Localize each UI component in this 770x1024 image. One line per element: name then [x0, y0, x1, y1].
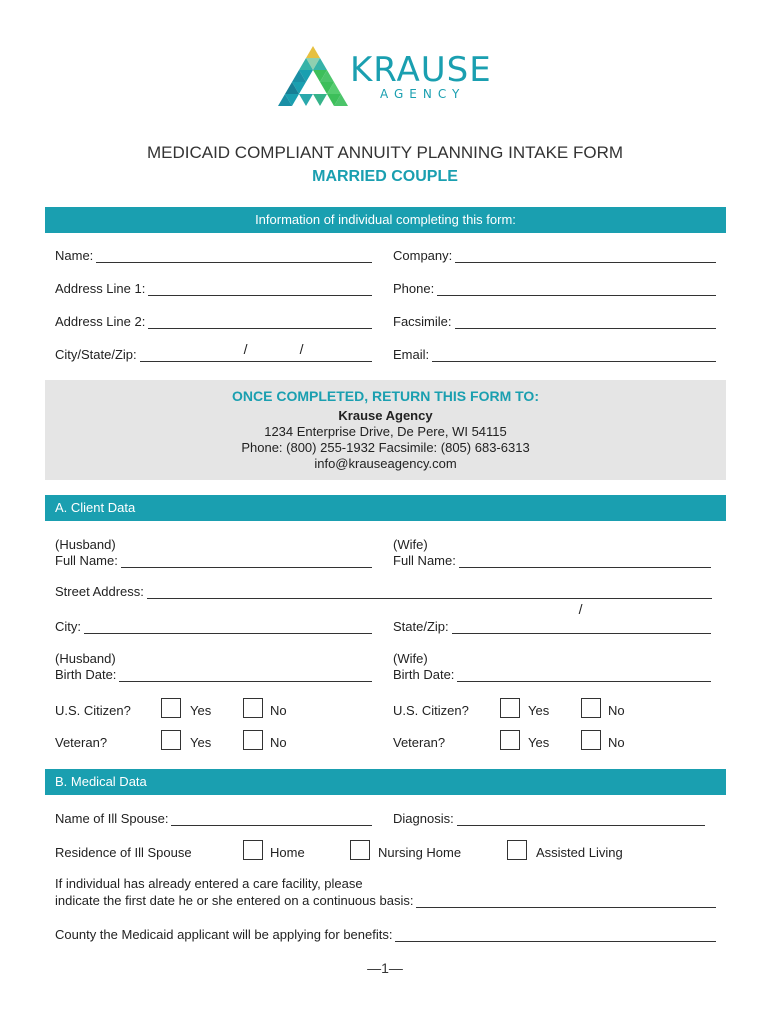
husband-name-label: Full Name: — [55, 553, 118, 568]
home-checkbox[interactable] — [243, 840, 263, 860]
fax-label: Facsimile: — [393, 314, 452, 329]
return-heading: ONCE COMPLETED, RETURN THIS FORM TO: — [232, 388, 539, 404]
fax-field[interactable] — [393, 314, 716, 329]
wife-birth-line[interactable] — [457, 669, 711, 682]
county-label: County the Medicaid applicant will be applying for benefits: — [55, 927, 393, 942]
husband-veteran-no-checkbox[interactable] — [243, 730, 263, 750]
street-line[interactable] — [147, 586, 712, 599]
state-zip-field[interactable] — [393, 601, 711, 634]
address1-label: Address Line 1: — [55, 281, 146, 296]
address1-field[interactable] — [55, 281, 372, 296]
wife-name-line[interactable] — [459, 555, 711, 568]
facility-date-field[interactable] — [55, 893, 716, 908]
facility-date-label: indicate the first date he or she entered on a continuous basis: — [55, 893, 414, 908]
county-line[interactable] — [395, 929, 716, 942]
name-line[interactable] — [96, 250, 372, 263]
phone-line[interactable] — [437, 283, 716, 296]
fax-line[interactable] — [455, 316, 716, 329]
slash-mark: / — [243, 341, 248, 357]
return-email: info@krauseagency.com — [314, 456, 457, 471]
address2-line[interactable] — [148, 316, 372, 329]
yes-label: Yes — [528, 703, 550, 718]
yes-label: Yes — [528, 735, 550, 750]
ill-spouse-line[interactable] — [171, 813, 372, 826]
husband-citizen-no-checkbox[interactable] — [243, 698, 263, 718]
no-label: No — [608, 703, 625, 718]
wife-veteran-yes-checkbox[interactable] — [500, 730, 520, 750]
slash-mark: / — [299, 341, 304, 357]
husband-birth-label: Birth Date: — [55, 667, 117, 682]
return-info-box — [45, 380, 726, 480]
facility-text-line1: If individual has already entered a care facility, please — [55, 876, 363, 891]
email-label: Email: — [393, 347, 430, 362]
wife-citizen-no-checkbox[interactable] — [581, 698, 601, 718]
wife-name-field[interactable] — [393, 553, 711, 568]
form-subtitle: MARRIED COUPLE — [312, 168, 458, 185]
page-number: —1— — [367, 960, 403, 976]
ill-spouse-label: Name of Ill Spouse: — [55, 811, 169, 826]
return-address: 1234 Enterprise Drive, De Pere, WI 54115 — [264, 424, 507, 439]
company-label: Company: — [393, 248, 453, 263]
yes-label: Yes — [190, 703, 212, 718]
city-field[interactable] — [55, 619, 372, 634]
husband-name-field[interactable] — [55, 553, 372, 568]
husband-birth-field[interactable] — [55, 667, 372, 682]
name-label: Name: — [55, 248, 94, 263]
company-field[interactable] — [393, 248, 716, 263]
yes-label: Yes — [190, 735, 212, 750]
street-field[interactable] — [55, 584, 712, 599]
assisted-living-label: Assisted Living — [536, 845, 623, 860]
wife-birth-field[interactable] — [393, 667, 711, 682]
city-line[interactable] — [84, 621, 372, 634]
street-label: Street Address: — [55, 584, 144, 599]
company-line[interactable] — [455, 250, 716, 263]
phone-field[interactable] — [393, 281, 716, 296]
wife-citizen-label: U.S. Citizen? — [393, 703, 469, 718]
no-label: No — [270, 703, 287, 718]
wife-name-label: Full Name: — [393, 553, 456, 568]
nursing-home-label: Nursing Home — [378, 845, 462, 860]
ill-spouse-field[interactable] — [55, 811, 372, 826]
facility-date-line[interactable] — [416, 895, 716, 908]
name-field[interactable] — [55, 248, 372, 263]
email-field[interactable] — [393, 347, 716, 362]
assisted-living-checkbox[interactable] — [507, 840, 527, 860]
email-line[interactable] — [432, 349, 716, 362]
slash-mark: / — [578, 601, 583, 617]
phone-label: Phone: — [393, 281, 435, 296]
husband-veteran-label: Veteran? — [55, 735, 108, 750]
wife-veteran-label: Veteran? — [393, 735, 446, 750]
no-label: No — [270, 735, 287, 750]
husband-citizen-label: U.S. Citizen? — [55, 703, 131, 718]
client-section-header: A. Client Data — [45, 495, 726, 521]
county-field[interactable] — [55, 927, 716, 942]
address2-field[interactable] — [55, 314, 372, 329]
logo-subtitle: AGENCY — [380, 87, 466, 101]
husband-citizen-yes-checkbox[interactable] — [161, 698, 181, 718]
address1-line[interactable] — [148, 283, 372, 296]
husband-label-2: (Husband) — [55, 651, 116, 666]
citystatezip-field[interactable] — [55, 341, 372, 362]
no-label: No — [608, 735, 625, 750]
return-agency-name: Krause Agency — [338, 408, 433, 423]
medical-section-header: B. Medical Data — [45, 769, 726, 795]
husband-name-line[interactable] — [121, 555, 372, 568]
city-label: City: — [55, 619, 81, 634]
home-label: Home — [270, 845, 305, 860]
wife-birth-label: Birth Date: — [393, 667, 455, 682]
husband-birth-line[interactable] — [119, 669, 372, 682]
address2-label: Address Line 2: — [55, 314, 146, 329]
info-section-header: Information of individual completing this form: — [45, 207, 726, 233]
citystatezip-line[interactable] — [140, 341, 372, 362]
state-zip-label: State/Zip: — [393, 619, 449, 634]
diagnosis-label: Diagnosis: — [393, 811, 454, 826]
logo-name: KRAUSE — [350, 50, 492, 90]
wife-label-2: (Wife) — [393, 651, 428, 666]
return-phone: Phone: (800) 255-1932 Facsimile: (805) 683-6313 — [241, 440, 530, 455]
citystatezip-label: City/State/Zip: — [55, 347, 137, 362]
state-zip-line[interactable] — [452, 601, 711, 634]
husband-label: (Husband) — [55, 537, 116, 552]
husband-veteran-yes-checkbox[interactable] — [161, 730, 181, 750]
wife-citizen-yes-checkbox[interactable] — [500, 698, 520, 718]
residence-label: Residence of Ill Spouse — [55, 845, 192, 860]
wife-label: (Wife) — [393, 537, 428, 552]
wife-veteran-no-checkbox[interactable] — [581, 730, 601, 750]
diagnosis-line[interactable] — [457, 813, 705, 826]
form-title: MEDICAID COMPLIANT ANNUITY PLANNING INTAKE FORM — [146, 143, 624, 162]
diagnosis-field[interactable] — [393, 811, 705, 826]
nursing-home-checkbox[interactable] — [350, 840, 370, 860]
